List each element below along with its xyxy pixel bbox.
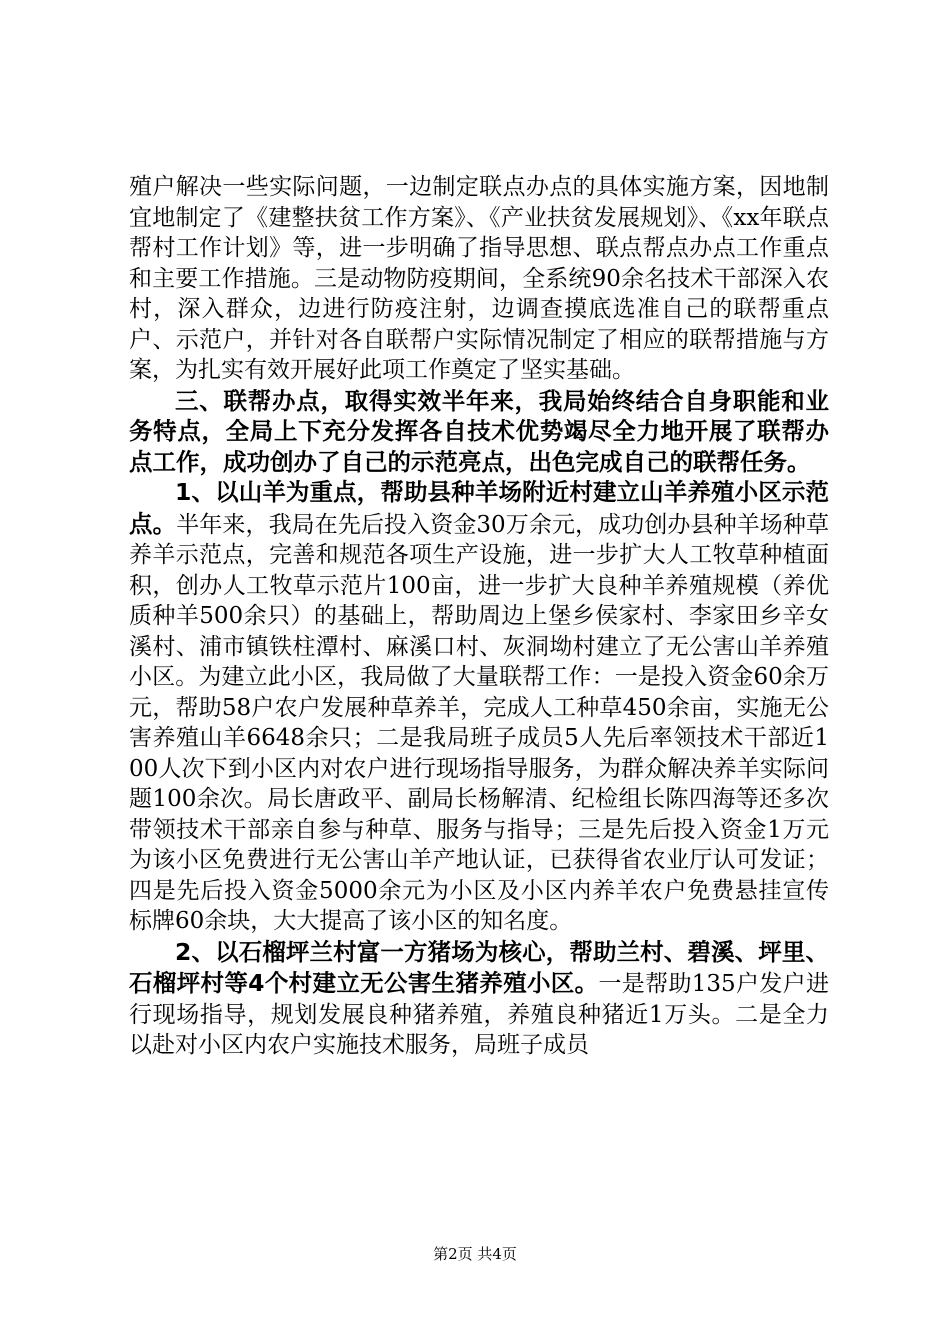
paragraph-2-heading: 三、联帮办点，取得实效半年来，我局始终结合自身职能和业务特点，全局上下充分发挥各自技术优势竭尽全力地开展了联帮办点工作，成功创办了自己的示范亮点，出色完成自己的联帮任务。 bbox=[129, 386, 829, 476]
paragraph-4-body: 一是帮助135户发户进行现场指导，规划发展良种猪养殖，养殖良种猪近1万头。二是全力以赴对小区内农户实施技术服务，局班子成员 bbox=[129, 971, 829, 1058]
paragraph-3 bbox=[129, 477, 829, 937]
document-body bbox=[129, 172, 829, 1061]
paragraph-3-body: 半年来，我局在先后投入资金30万余元，成功创办县种羊场种草养羊示范点，完善和规范各项生产设施，进一步扩大人工牧草种植面积，创办人工牧草示范片100亩，进一步扩大良种羊养殖规模（养优质种羊500余只）的基础上，帮助周边上堡乡侯家村、李家田乡辛女溪村、浦市镇铁柱潭村、麻溪口村、灰洞坳村建立了无公害山羊养殖小区。为建立此小区，我局做了大量联帮工作：一是投入资金60余万元，帮助58户农户发展种草养羊，完成人工种草450余亩，实施无公害养殖山羊6648余只；二是我局班子成员5人先后率领技术干部近100人次下到小区内对农户进行现场指导服务，为群众解决养羊实际问题100余次。局长唐政平、副局长杨解清、纪检组长陈四海等还多次带领技术干部亲自参与种草、服务与指导；三是先后投入资金1万元为该小区免费进行无公害山羊产地认证，已获得省农业厅认可发证；四是先后投入资金5000余元为小区及小区内养羊农户免费悬挂宣传标牌60余块，大大提高了该小区的知名度。 bbox=[129, 511, 829, 934]
paragraph-3-lead: 1、以山羊为重点，帮助县种羊场附近村建立山羊养殖小区示范点。 bbox=[129, 478, 829, 538]
paragraph-4-lead: 2、以石榴坪兰村富一方猪场为核心，帮助兰村、碧溪、坪里、石榴坪村等4个村建立无公害生猪养殖小区。 bbox=[129, 937, 829, 997]
paragraph-1: 殖户解决一些实际问题，一边制定联点办点的具体实施方案，因地制宜地制定了《建整扶贫工作方案》、《产业扶贫发展规划》、《xx年联点帮村工作计划》等，进一步明确了指导思想、联点帮点办点工作重点和主要工作措施。三是动物防疫期间，全系统90余名技术干部深入农村，深入群众，边进行防疫注射，边调查摸底选准自己的联帮重点户、示范户，并针对各自联帮户实际情况制定了相应的联帮措施与方案，为扎实有效开展好此项工作奠定了坚实基础。 bbox=[129, 174, 829, 383]
paragraph-4 bbox=[129, 937, 829, 1061]
page-number-footer: 第2页 共4页 bbox=[433, 1245, 517, 1263]
